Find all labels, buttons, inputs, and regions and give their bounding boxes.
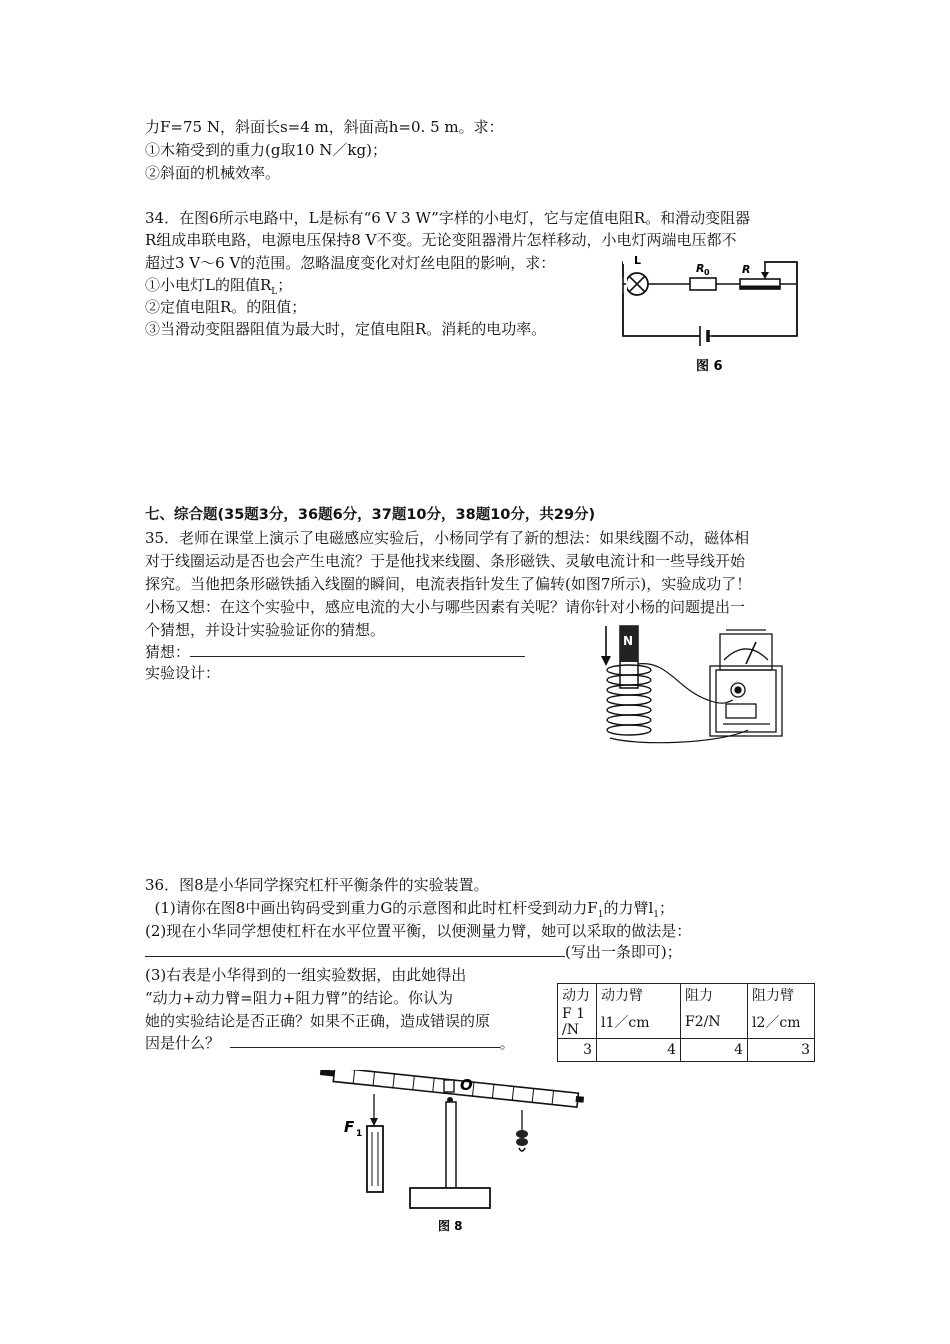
- lever-data-table: [557, 983, 815, 1062]
- q35-guess: 猜想：: [145, 641, 525, 663]
- q36-part1: (1)请你在图8中画出钩码受到重力G的示意图和此时杠杆受到动力$F_1$的力臂$l_1$；: [145, 899, 675, 920]
- circuit-wire-loop: [623, 262, 797, 336]
- table-header-cell: 阻力臂: [748, 984, 815, 1007]
- svg-text:0: 0: [704, 268, 710, 277]
- lever-stand: [446, 1102, 456, 1198]
- q35-design-label: 实验设计：: [145, 664, 221, 682]
- table-header-cell: 动力: [558, 984, 597, 1007]
- label-r0: R: [696, 262, 705, 275]
- coil: [607, 665, 651, 735]
- q36-part2-line1: (2)现在小华同学想使杠杆在水平位置平衡，以便测量力臂，她可以采取的做法是：: [145, 922, 692, 940]
- table-cell: 4: [681, 1039, 748, 1062]
- table-cell: 3: [748, 1039, 815, 1062]
- part3-answer-blank[interactable]: [230, 1033, 500, 1048]
- figure-6-circuit: [610, 252, 810, 376]
- pivot-o-label: O: [460, 1076, 473, 1094]
- table-row: [558, 1039, 815, 1062]
- q34-line3: 超过3 V～6 V的范围。忽略温度变化对灯丝电阻的影响，求：: [145, 254, 556, 272]
- table-header-cell: 动力臂: [597, 984, 681, 1007]
- q35-line1: 35．老师在课堂上演示了电磁感应实验后，小杨同学有了新的想法：如果线圈不动，磁体相: [145, 529, 750, 547]
- galvanometer-icon: [710, 630, 782, 736]
- part2-answer-blank[interactable]: [145, 942, 565, 957]
- label-r: R: [742, 263, 751, 276]
- table-header-cell: F 1 /N: [558, 1006, 597, 1039]
- section-7-heading: 七、综合题(35题3分，36题6分，37题10分，38题10分，共29分): [145, 507, 596, 523]
- q33-line1: 力F=75 N，斜面长s=4 m，斜面高h=0. 5 m。求：: [145, 118, 504, 136]
- table-cell: 3: [558, 1039, 597, 1062]
- q33-item2: ②斜面的机械效率。: [145, 164, 281, 182]
- table-header-cell: l2／cm: [748, 1006, 815, 1039]
- q36-line1: 36．图8是小华同学探究杠杆平衡条件的实验装置。: [145, 876, 489, 894]
- q35-line2: 对于线圈运动是否也会产生电流？于是他找来线圈、条形磁铁、灵敏电流计和一些导线开始: [145, 552, 746, 570]
- guess-answer-blank[interactable]: [190, 642, 525, 657]
- q35-line4: 小杨又想：在这个实验中，感应电流的大小与哪些因素有关呢？请你针对小杨的问题提出一: [145, 598, 746, 616]
- table-cell: 4: [597, 1039, 681, 1062]
- q36-part3-line2: “动力+动力臂=阻力+阻力臂”的结论。你认为: [145, 989, 454, 1007]
- q34-item3: ③当滑动变阻器阻值为最大时，定值电阻R。消耗的电功率。: [145, 320, 547, 338]
- table-header-cell: 阻力: [681, 984, 748, 1007]
- table-header-cell: F2/N: [681, 1006, 748, 1039]
- spring-scale: [367, 1126, 383, 1192]
- q34-item2: ②定值电阻R。的阻值；: [145, 298, 307, 316]
- q36-part2-line2: (写出一条即可)；: [145, 941, 682, 963]
- q35-line3: 探究。当他把条形磁铁插入线圈的瞬间，电流表指针发生了偏转(如图7所示)，实验成功了！: [145, 575, 752, 593]
- stand-base: [410, 1188, 490, 1208]
- magnet-n-label: N: [623, 634, 634, 648]
- figure-8-caption: 图 8: [438, 1219, 463, 1233]
- q33-item1: ①木箱受到的重力(g取10 N／kg)；: [145, 141, 387, 159]
- hooked-weight: [516, 1130, 528, 1138]
- q36-part3-line4: 因是什么？ 。: [145, 1034, 515, 1052]
- label-lamp: L: [634, 254, 642, 267]
- q34-item1: ①小电灯L的阻值$R_L$；: [145, 276, 293, 297]
- q34-line2: R组成串联电路，电源电压保持8 V不变。无论变阻器滑片怎样移动，小电灯两端电压都不: [145, 231, 737, 249]
- table-header-cell: l1／cm: [597, 1006, 681, 1039]
- q36-part3-line3: 她的实验结论是否正确？如果不正确，造成错误的原: [145, 1012, 491, 1030]
- table-header-row-2: [558, 1006, 815, 1039]
- resistor-r0-icon: [690, 278, 716, 290]
- figure-7-induction-apparatus: [598, 620, 798, 754]
- figure-6-caption: 图 6: [696, 359, 723, 374]
- svg-text:1: 1: [356, 1129, 363, 1139]
- figure-8-lever-apparatus: [312, 1070, 587, 1236]
- q35-line5: 个猜想，并设计实验验证你的猜想。: [145, 621, 386, 639]
- q34-line1: 34．在图6所示电路中，L是标有“6 V 3 W”字样的小电灯，它与定值电阻R。和滑动变阻器: [145, 209, 751, 227]
- q36-part3-line1: (3)右表是小华得到的一组实验数据，由此她得出: [145, 966, 467, 984]
- force-f1-label: F: [344, 1118, 355, 1136]
- table-header-row-1: [558, 984, 815, 1007]
